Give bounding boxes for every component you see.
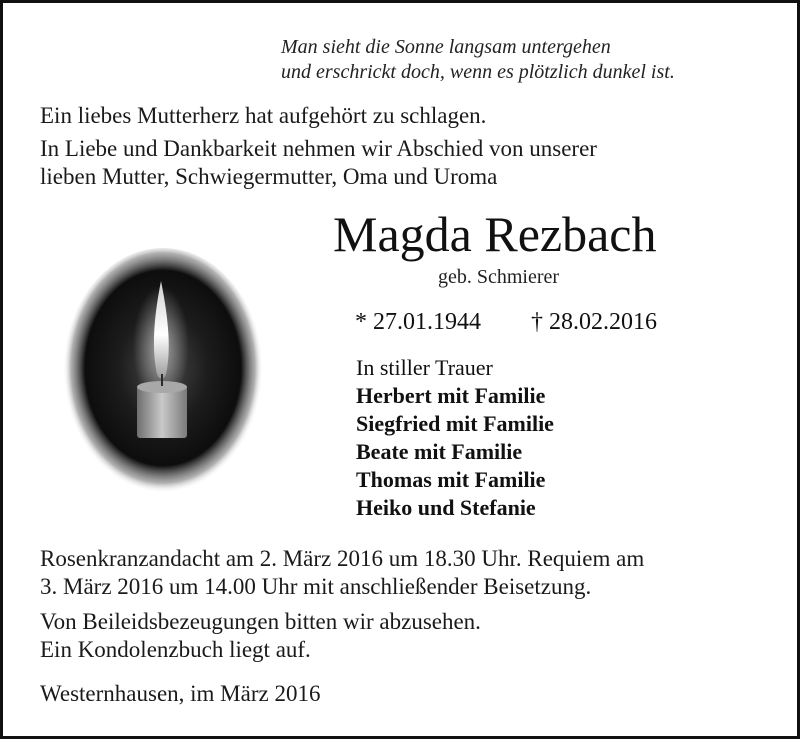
motto-line-1: Man sieht die Sonne langsam untergehen [281,36,611,58]
maiden-name: geb. Schmierer [438,266,560,288]
candle-icon [61,246,266,501]
service-line-1: Rosenkranzandacht am 2. März 2016 um 18.30 Uhr. Requiem am [40,546,645,571]
deceased-name: Magda Rezbach [333,206,657,262]
mourners-list [356,354,554,522]
notes-line-1: Von Beileidsbezeugungen bitten wir abzusehen. [40,609,481,634]
mourners-intro: In stiller Trauer [356,355,493,380]
motto-quote [281,35,675,85]
motto-line-2: und erschrickt doch, wenn es plötzlich dunkel ist. [281,61,675,83]
mourner-family: Siegfried mit Familie [356,411,554,436]
intro-line-2: In Liebe und Dankbarkeit nehmen wir Abschied von unserer [40,136,597,161]
place-date: Westernhausen, im März 2016 [40,681,321,706]
intro-line-3: lieben Mutter, Schwiegermutter, Oma und Uroma [40,164,498,189]
service-line-2: 3. März 2016 um 14.00 Uhr mit anschließender Beisetzung. [40,574,592,599]
death-date: † 28.02.2016 [531,309,657,335]
mourner-family: Beate mit Familie [356,439,523,464]
intro-line-1: Ein liebes Mutterherz hat aufgehört zu schlagen. [40,103,487,128]
mourner-family: Thomas mit Familie [356,467,546,492]
mourner-family: Herbert mit Familie [356,383,546,408]
birth-date: * 27.01.1944 [355,309,481,335]
mourner-family: Heiko und Stefanie [356,495,536,520]
notes-line-2: Ein Kondolenzbuch liegt auf. [40,637,311,662]
